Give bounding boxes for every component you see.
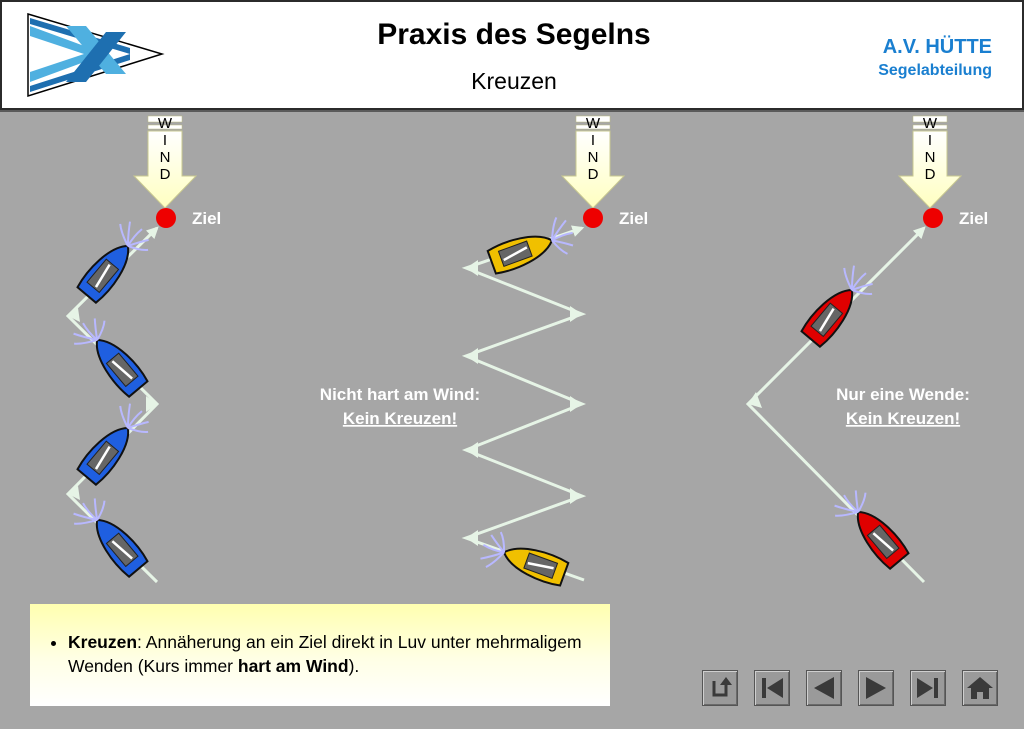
boat-blue xyxy=(68,312,152,402)
first-slide-button[interactable] xyxy=(754,670,790,706)
wind-letter-d: D xyxy=(587,166,599,183)
right-caption-line2: Kein Kreuzen! xyxy=(845,409,961,428)
slide-header xyxy=(0,0,1024,110)
next-slide-icon xyxy=(859,671,893,705)
target-marker-right xyxy=(923,208,943,228)
wind-letter-d: D xyxy=(924,166,936,183)
last-slide-button[interactable] xyxy=(910,670,946,706)
boat-yellow xyxy=(485,214,579,279)
home-icon xyxy=(963,671,997,705)
first-slide-icon xyxy=(755,671,789,705)
wind-letter-n: N xyxy=(924,149,936,166)
definition-bullet xyxy=(68,630,610,678)
boat-red xyxy=(795,260,879,350)
organization-name: A.V. HÜTTE xyxy=(882,36,992,58)
middle-caption-line2: Kein Kreuzen! xyxy=(342,409,458,428)
course-line-middle xyxy=(466,228,584,580)
target-label-left: Ziel xyxy=(192,209,222,228)
organization-department: Segelabteilung xyxy=(878,62,992,79)
wind-letter-n: N xyxy=(159,149,171,166)
wind-letter-w: W xyxy=(157,115,173,132)
wind-letter-i: I xyxy=(162,132,168,149)
last-slide-icon xyxy=(911,671,945,705)
target-label-middle: Ziel xyxy=(619,209,649,228)
organization-block xyxy=(878,36,992,80)
target-marker-left xyxy=(156,208,176,228)
definition-term: Kreuzen xyxy=(68,632,138,652)
course-line-right xyxy=(748,228,924,582)
middle-caption-line1: Nicht hart am Wind: xyxy=(319,385,481,404)
target-marker-middle xyxy=(583,208,603,228)
boat-blue xyxy=(71,398,155,488)
right-caption-line1: Nur eine Wende: xyxy=(836,385,970,404)
wind-letter-w: W xyxy=(922,115,938,132)
wind-letter-i: I xyxy=(927,132,933,149)
boat-blue xyxy=(71,216,155,306)
return-icon xyxy=(703,671,737,705)
previous-slide-icon xyxy=(807,671,841,705)
definition-text-part2: ). xyxy=(348,656,360,676)
wind-letter-n: N xyxy=(587,149,599,166)
definition-emphasis: hart am Wind xyxy=(237,656,349,676)
home-button[interactable] xyxy=(962,670,998,706)
previous-slide-button[interactable] xyxy=(806,670,842,706)
page-subtitle: Kreuzen xyxy=(471,68,557,94)
target-label-right: Ziel xyxy=(959,209,989,228)
definition-text-part1: : Annäherung an ein Ziel direkt in Luv unter mehrmaligem Wenden (Kurs immer xyxy=(68,632,582,676)
return-button[interactable] xyxy=(702,670,738,706)
page-title: Praxis des Segelns xyxy=(377,18,651,51)
next-slide-button[interactable] xyxy=(858,670,894,706)
boat-yellow xyxy=(477,528,571,593)
definition-note xyxy=(30,604,610,706)
wind-letter-w: W xyxy=(585,115,601,132)
wind-letter-d: D xyxy=(159,166,171,183)
wind-letter-i: I xyxy=(590,132,596,149)
